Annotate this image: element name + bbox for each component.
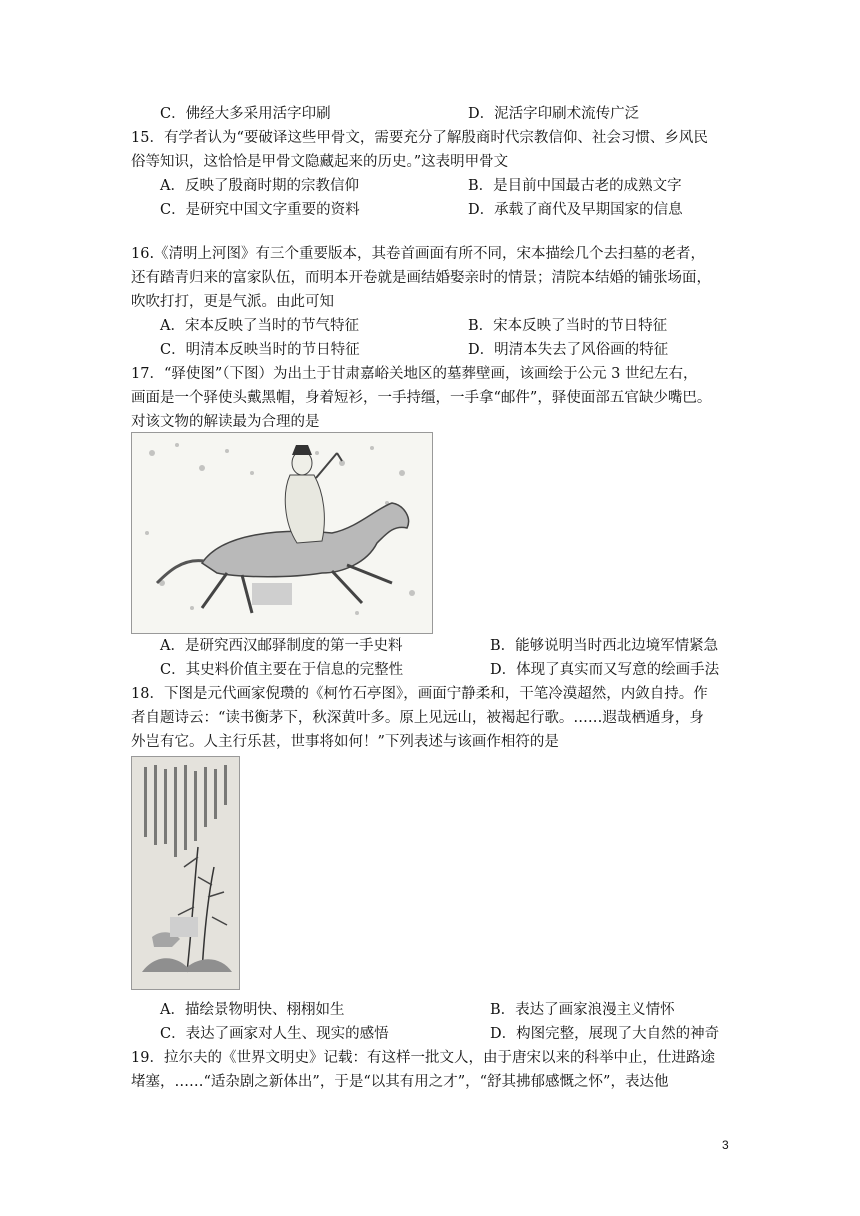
option-d: D．泥活字印刷术流传广泛 <box>468 106 640 122</box>
question-17-line-3: 对该文物的解读最为合理的是 <box>131 414 320 430</box>
question-19-line-2: 堵塞，……“适杂剧之新体出”，于是“以其有用之才”，“舒其拂郁感慨之怀”，表达他 <box>131 1074 669 1090</box>
q18-option-a: A．描绘景物明快、栩栩如生 <box>160 1002 345 1018</box>
courier-mural-image <box>131 432 433 634</box>
q18-option-d: D．构图完整，展现了大自然的神奇 <box>490 1026 720 1042</box>
q15-option-b: B．是目前中国最古老的成熟文字 <box>468 178 682 194</box>
question-15-line-2: 俗等知识，这恰恰是甲骨文隐藏起来的历史。”这表明甲骨文 <box>131 154 509 170</box>
question-18-line-1: 18．下图是元代画家倪瓒的《柯竹石亭图》，画面宁静柔和，干笔冷漠超然，内敛自持。作 <box>131 686 708 702</box>
question-18-line-3: 外岂有它。人主行乐甚，世事将如何！”下列表述与该画作相符的是 <box>131 734 559 750</box>
q17-option-c: C．其史料价值主要在于信息的完整性 <box>160 662 404 678</box>
q17-option-b: B．能够说明当时西北边境军情紧急 <box>490 638 719 654</box>
question-15-line-1: 15．有学者认为“要破译这些甲骨文，需要充分了解殷商时代宗教信仰、社会习惯、乡风民 <box>131 130 708 146</box>
q18-option-c: C．表达了画家对人生、现实的感悟 <box>160 1026 389 1042</box>
q17-option-d: D．体现了真实而又写意的绘画手法 <box>490 662 720 678</box>
q16-option-b: B．宋本反映了当时的节日特征 <box>468 318 668 334</box>
q15-option-a: A．反映了殷商时期的宗教信仰 <box>160 178 359 194</box>
question-17-line-1: 17．“驿使图”（下图）为出土于甘肃嘉峪关地区的墓葬壁画，该画绘于公元 3 世纪左右， <box>131 366 698 382</box>
q18-option-b: B．表达了画家浪漫主义情怀 <box>490 1002 675 1018</box>
q15-option-d: D．承载了商代及早期国家的信息 <box>468 202 683 218</box>
q17-option-a: A．是研究西汉邮驿制度的第一手史料 <box>160 638 403 654</box>
q16-option-d: D．明清本失去了风俗画的特征 <box>468 342 669 358</box>
q16-option-a: A．宋本反映了当时的节气特征 <box>160 318 359 334</box>
option-c: C．佛经大多采用活字印刷 <box>160 106 331 122</box>
q16-option-c: C．明清本反映当时的节日特征 <box>160 342 360 358</box>
question-19-line-1: 19．拉尔夫的《世界文明史》记载：有这样一批文人，由于唐宋以来的科举中止，仕进路途 <box>131 1050 715 1066</box>
bamboo-pavilion-painting-image <box>131 756 240 990</box>
q15-option-c: C．是研究中国文字重要的资料 <box>160 202 360 218</box>
page-number: 3 <box>722 1138 729 1152</box>
question-16-line-3: 吹吹打打，更是气派。由此可知 <box>131 294 334 310</box>
question-18-line-2: 者自题诗云：“读书衡茅下，秋深黄叶多。原上见远山，被褐起行歌。……遐哉栖遁身，身 <box>131 710 704 726</box>
question-17-line-2: 画面是一个驿使头戴黑帽，身着短衫，一手持缰，一手拿“邮件”，驿使面部五官缺少嘴巴。 <box>131 390 712 406</box>
question-16-line-1: 16.《清明上河图》有三个重要版本，其卷首画面有所不同，宋本描绘几个去扫墓的老者， <box>131 246 706 262</box>
question-16-line-2: 还有踏青归来的富家队伍，而明本开卷就是画结婚娶亲时的情景；清院本结婚的铺张场面， <box>131 270 711 286</box>
